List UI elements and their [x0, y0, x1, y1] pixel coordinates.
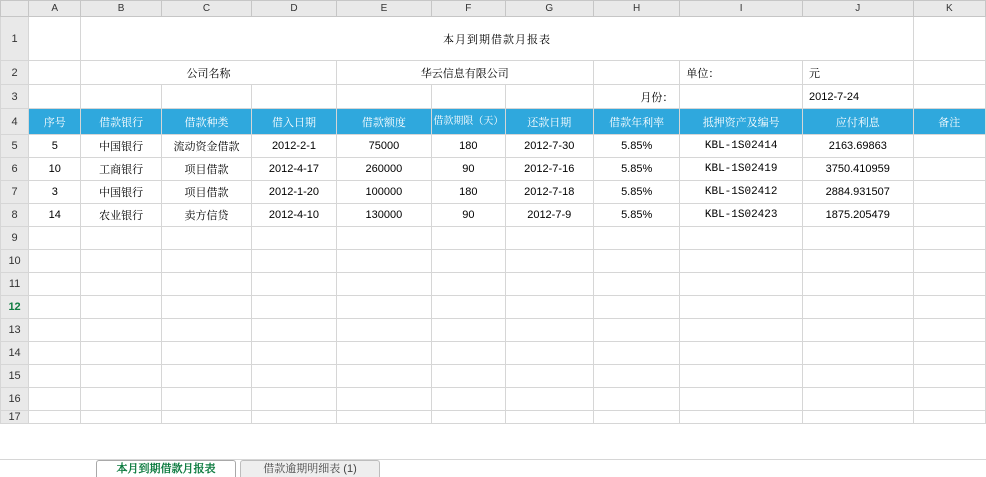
- cell-b14[interactable]: [81, 342, 161, 365]
- cell-c11[interactable]: [161, 273, 251, 296]
- cell-repay-date[interactable]: 2012-7-9: [505, 204, 593, 227]
- row-header-14[interactable]: 14: [1, 342, 29, 365]
- table-header-rate: 借款年利率: [593, 109, 679, 135]
- cell-c13[interactable]: [161, 319, 251, 342]
- cell-f9[interactable]: [432, 227, 505, 250]
- cell-f11[interactable]: [432, 273, 505, 296]
- table-header-borrow-date: 借入日期: [252, 109, 336, 135]
- table-row[interactable]: [1, 158, 986, 181]
- cell-e9[interactable]: [336, 227, 431, 250]
- cell-rate[interactable]: 5.85%: [593, 135, 679, 158]
- cell-k2[interactable]: [913, 61, 985, 85]
- cell-d10[interactable]: [252, 250, 336, 273]
- cell-e15[interactable]: [336, 365, 431, 388]
- cell-c9[interactable]: [161, 227, 251, 250]
- cell-f12[interactable]: [432, 296, 505, 319]
- cell-g3[interactable]: [505, 85, 593, 109]
- cell-e3[interactable]: [336, 85, 431, 109]
- cell-i14[interactable]: [680, 342, 803, 365]
- cell-f13[interactable]: [432, 319, 505, 342]
- row-header-10[interactable]: 10: [1, 250, 29, 273]
- cell-amount[interactable]: 75000: [336, 135, 431, 158]
- cell-bank[interactable]: 农业银行: [81, 204, 161, 227]
- month-label[interactable]: 月份：: [593, 85, 679, 109]
- cell-a17[interactable]: [29, 411, 81, 424]
- cell-rate[interactable]: 5.85%: [593, 181, 679, 204]
- unit-value[interactable]: 元: [803, 61, 914, 85]
- table-header-bank: 借款银行: [81, 109, 161, 135]
- table-header-no: 序号: [29, 109, 81, 135]
- table-row[interactable]: [1, 204, 986, 227]
- sheet-tab-1[interactable]: 本月到期借款月报表: [96, 460, 236, 477]
- cell-g17[interactable]: [505, 411, 593, 424]
- cell-h12[interactable]: [593, 296, 679, 319]
- cell-j12[interactable]: [803, 296, 914, 319]
- cell-no[interactable]: 3: [29, 181, 81, 204]
- cell-a12[interactable]: [29, 296, 81, 319]
- company-name-value[interactable]: 华云信息有限公司: [336, 61, 593, 85]
- cell-type[interactable]: 流动资金借款: [161, 135, 251, 158]
- cell-j17[interactable]: [803, 411, 914, 424]
- cell-borrow-date[interactable]: 2012-1-20: [252, 181, 336, 204]
- cell-g9[interactable]: [505, 227, 593, 250]
- cell-remark[interactable]: [913, 181, 985, 204]
- cell-g16[interactable]: [505, 388, 593, 411]
- cell-h16[interactable]: [593, 388, 679, 411]
- cell-amount[interactable]: 100000: [336, 181, 431, 204]
- cell-borrow-date[interactable]: 2012-4-17: [252, 158, 336, 181]
- cell-term[interactable]: 90: [432, 204, 505, 227]
- cell-i13[interactable]: [680, 319, 803, 342]
- cell-e12[interactable]: [336, 296, 431, 319]
- cell-f16[interactable]: [432, 388, 505, 411]
- cell-no[interactable]: 14: [29, 204, 81, 227]
- cell-rate[interactable]: 5.85%: [593, 204, 679, 227]
- column-header-c[interactable]: C: [161, 1, 251, 17]
- cell-b15[interactable]: [81, 365, 161, 388]
- cell-h17[interactable]: [593, 411, 679, 424]
- cell-h10[interactable]: [593, 250, 679, 273]
- cell-c3[interactable]: [161, 85, 251, 109]
- cell-g11[interactable]: [505, 273, 593, 296]
- cell-b9[interactable]: [81, 227, 161, 250]
- cell-h9[interactable]: [593, 227, 679, 250]
- row-16[interactable]: [1, 388, 986, 411]
- cell-a14[interactable]: [29, 342, 81, 365]
- row-11[interactable]: [1, 273, 986, 296]
- cell-f3[interactable]: [432, 85, 505, 109]
- cell-a9[interactable]: [29, 227, 81, 250]
- cell-bank[interactable]: 中国银行: [81, 135, 161, 158]
- cell-c12[interactable]: [161, 296, 251, 319]
- cell-i15[interactable]: [680, 365, 803, 388]
- cell-bank[interactable]: 工商银行: [81, 158, 161, 181]
- cell-k15[interactable]: [913, 365, 985, 388]
- cell-j9[interactable]: [803, 227, 914, 250]
- column-header-row[interactable]: [1, 1, 986, 17]
- row-header-7[interactable]: 7: [1, 181, 29, 204]
- cell-c17[interactable]: [161, 411, 251, 424]
- cell-a15[interactable]: [29, 365, 81, 388]
- row-14[interactable]: [1, 342, 986, 365]
- cell-a10[interactable]: [29, 250, 81, 273]
- table-header-collateral: 抵押资产及编号: [680, 109, 803, 135]
- column-header-e[interactable]: E: [336, 1, 431, 17]
- cell-j14[interactable]: [803, 342, 914, 365]
- month-value[interactable]: 2012-7-24: [803, 85, 914, 109]
- cell-type[interactable]: 项目借款: [161, 181, 251, 204]
- cell-k13[interactable]: [913, 319, 985, 342]
- row-17[interactable]: [1, 411, 986, 424]
- row-10[interactable]: [1, 250, 986, 273]
- cell-j15[interactable]: [803, 365, 914, 388]
- cell-e14[interactable]: [336, 342, 431, 365]
- table-header-remark: 备注: [913, 109, 985, 135]
- cell-j13[interactable]: [803, 319, 914, 342]
- cell-g14[interactable]: [505, 342, 593, 365]
- cell-amount[interactable]: 130000: [336, 204, 431, 227]
- cell-k17[interactable]: [913, 411, 985, 424]
- cell-rate[interactable]: 5.85%: [593, 158, 679, 181]
- cell-f10[interactable]: [432, 250, 505, 273]
- cell-k12[interactable]: [913, 296, 985, 319]
- cell-type[interactable]: 项目借款: [161, 158, 251, 181]
- column-header-d[interactable]: D: [252, 1, 336, 17]
- cell-i3[interactable]: [680, 85, 803, 109]
- row-header-5[interactable]: 5: [1, 135, 29, 158]
- cell-f17[interactable]: [432, 411, 505, 424]
- cell-d13[interactable]: [252, 319, 336, 342]
- cell-f15[interactable]: [432, 365, 505, 388]
- cell-interest[interactable]: 2163.69863: [803, 135, 914, 158]
- unit-label[interactable]: 单位：: [680, 61, 803, 85]
- cell-e10[interactable]: [336, 250, 431, 273]
- cell-borrow-date[interactable]: 2012-4-10: [252, 204, 336, 227]
- cell-j11[interactable]: [803, 273, 914, 296]
- column-header-j[interactable]: J: [803, 1, 914, 17]
- cell-remark[interactable]: [913, 204, 985, 227]
- row-header-9[interactable]: 9: [1, 227, 29, 250]
- row-12[interactable]: [1, 296, 986, 319]
- cell-i9[interactable]: [680, 227, 803, 250]
- column-header-a[interactable]: A: [29, 1, 81, 17]
- cell-h11[interactable]: [593, 273, 679, 296]
- cell-d14[interactable]: [252, 342, 336, 365]
- table-row[interactable]: [1, 135, 986, 158]
- table-header-amount: 借款额度: [336, 109, 431, 135]
- cell-k16[interactable]: [913, 388, 985, 411]
- cell-a1[interactable]: [29, 17, 81, 61]
- cell-h13[interactable]: [593, 319, 679, 342]
- cell-d3[interactable]: [252, 85, 336, 109]
- table-header-interest: 应付利息: [803, 109, 914, 135]
- cell-collateral[interactable]: KBL-1S02423: [680, 204, 803, 227]
- cell-term[interactable]: 90: [432, 158, 505, 181]
- cell-h2[interactable]: [593, 61, 679, 85]
- row-header-12[interactable]: 12: [1, 296, 29, 319]
- cell-k3[interactable]: [913, 85, 985, 109]
- cell-a11[interactable]: [29, 273, 81, 296]
- cell-i10[interactable]: [680, 250, 803, 273]
- row-header-6[interactable]: 6: [1, 158, 29, 181]
- cell-b10[interactable]: [81, 250, 161, 273]
- cell-i12[interactable]: [680, 296, 803, 319]
- cell-b3[interactable]: [81, 85, 161, 109]
- row-9[interactable]: [1, 227, 986, 250]
- column-header-b[interactable]: B: [81, 1, 161, 17]
- row-header-8[interactable]: 8: [1, 204, 29, 227]
- cell-j10[interactable]: [803, 250, 914, 273]
- cell-amount[interactable]: 260000: [336, 158, 431, 181]
- sheet-tab-2[interactable]: 借款逾期明细表 (1): [240, 460, 380, 477]
- cell-a2[interactable]: [29, 61, 81, 85]
- cell-d11[interactable]: [252, 273, 336, 296]
- sheet-tab-bar[interactable]: [0, 459, 986, 477]
- row-header-17[interactable]: 17: [1, 411, 29, 424]
- column-header-h[interactable]: H: [593, 1, 679, 17]
- select-all-corner[interactable]: [1, 1, 29, 17]
- cell-c16[interactable]: [161, 388, 251, 411]
- cell-g12[interactable]: [505, 296, 593, 319]
- row-header-3[interactable]: 3: [1, 85, 29, 109]
- cell-g15[interactable]: [505, 365, 593, 388]
- row-header-1[interactable]: 1: [1, 17, 29, 61]
- cell-e11[interactable]: [336, 273, 431, 296]
- row-header-11[interactable]: 11: [1, 273, 29, 296]
- row-13[interactable]: [1, 319, 986, 342]
- row-header-15[interactable]: 15: [1, 365, 29, 388]
- cell-h14[interactable]: [593, 342, 679, 365]
- table-header-type: 借款种类: [161, 109, 251, 135]
- row-header-4[interactable]: 4: [1, 109, 29, 135]
- cell-k11[interactable]: [913, 273, 985, 296]
- cell-b11[interactable]: [81, 273, 161, 296]
- table-header-term: 借款期限（天）: [432, 109, 505, 135]
- cell-a13[interactable]: [29, 319, 81, 342]
- cell-e17[interactable]: [336, 411, 431, 424]
- cell-a16[interactable]: [29, 388, 81, 411]
- cell-d17[interactable]: [252, 411, 336, 424]
- cell-remark[interactable]: [913, 158, 985, 181]
- company-name-label[interactable]: 公司名称: [81, 61, 336, 85]
- cell-k14[interactable]: [913, 342, 985, 365]
- row-header-16[interactable]: 16: [1, 388, 29, 411]
- row-1[interactable]: [1, 17, 986, 61]
- cell-k9[interactable]: [913, 227, 985, 250]
- cell-borrow-date[interactable]: 2012-2-1: [252, 135, 336, 158]
- cell-j16[interactable]: [803, 388, 914, 411]
- cell-repay-date[interactable]: 2012-7-16: [505, 158, 593, 181]
- cell-collateral[interactable]: KBL-1S02414: [680, 135, 803, 158]
- cell-k1[interactable]: [913, 17, 985, 61]
- row-2[interactable]: [1, 61, 986, 85]
- cell-i11[interactable]: [680, 273, 803, 296]
- cell-b16[interactable]: [81, 388, 161, 411]
- cell-bank[interactable]: 中国银行: [81, 181, 161, 204]
- cell-interest[interactable]: 1875.205479: [803, 204, 914, 227]
- cell-g13[interactable]: [505, 319, 593, 342]
- cell-term[interactable]: 180: [432, 135, 505, 158]
- cell-no[interactable]: 10: [29, 158, 81, 181]
- cell-collateral[interactable]: KBL-1S02412: [680, 181, 803, 204]
- cell-d9[interactable]: [252, 227, 336, 250]
- cell-term[interactable]: 180: [432, 181, 505, 204]
- cell-c14[interactable]: [161, 342, 251, 365]
- report-title: 本月到期借款月报表: [81, 17, 913, 61]
- cell-repay-date[interactable]: 2012-7-18: [505, 181, 593, 204]
- table-row[interactable]: [1, 181, 986, 204]
- column-header-g[interactable]: G: [505, 1, 593, 17]
- cell-remark[interactable]: [913, 135, 985, 158]
- cell-h15[interactable]: [593, 365, 679, 388]
- cell-e13[interactable]: [336, 319, 431, 342]
- cell-a3[interactable]: [29, 85, 81, 109]
- cell-g10[interactable]: [505, 250, 593, 273]
- cell-interest[interactable]: 2884.931507: [803, 181, 914, 204]
- cell-d12[interactable]: [252, 296, 336, 319]
- column-header-i[interactable]: I: [680, 1, 803, 17]
- table-header-repay-date: 还款日期: [505, 109, 593, 135]
- cell-b17[interactable]: [81, 411, 161, 424]
- row-header-13[interactable]: 13: [1, 319, 29, 342]
- cell-d16[interactable]: [252, 388, 336, 411]
- cell-b13[interactable]: [81, 319, 161, 342]
- cell-interest[interactable]: 3750.410959: [803, 158, 914, 181]
- cell-collateral[interactable]: KBL-1S02419: [680, 158, 803, 181]
- row-15[interactable]: [1, 365, 986, 388]
- row-4[interactable]: [1, 109, 986, 135]
- cell-type[interactable]: 卖方信贷: [161, 204, 251, 227]
- cell-i17[interactable]: [680, 411, 803, 424]
- cell-i16[interactable]: [680, 388, 803, 411]
- column-header-f[interactable]: F: [432, 1, 505, 17]
- cell-c15[interactable]: [161, 365, 251, 388]
- row-header-2[interactable]: 2: [1, 61, 29, 85]
- cell-f14[interactable]: [432, 342, 505, 365]
- row-3[interactable]: [1, 85, 986, 109]
- column-header-k[interactable]: K: [913, 1, 985, 17]
- cell-c10[interactable]: [161, 250, 251, 273]
- cell-k10[interactable]: [913, 250, 985, 273]
- cell-no[interactable]: 5: [29, 135, 81, 158]
- cell-e16[interactable]: [336, 388, 431, 411]
- cell-repay-date[interactable]: 2012-7-30: [505, 135, 593, 158]
- cell-b12[interactable]: [81, 296, 161, 319]
- cell-d15[interactable]: [252, 365, 336, 388]
